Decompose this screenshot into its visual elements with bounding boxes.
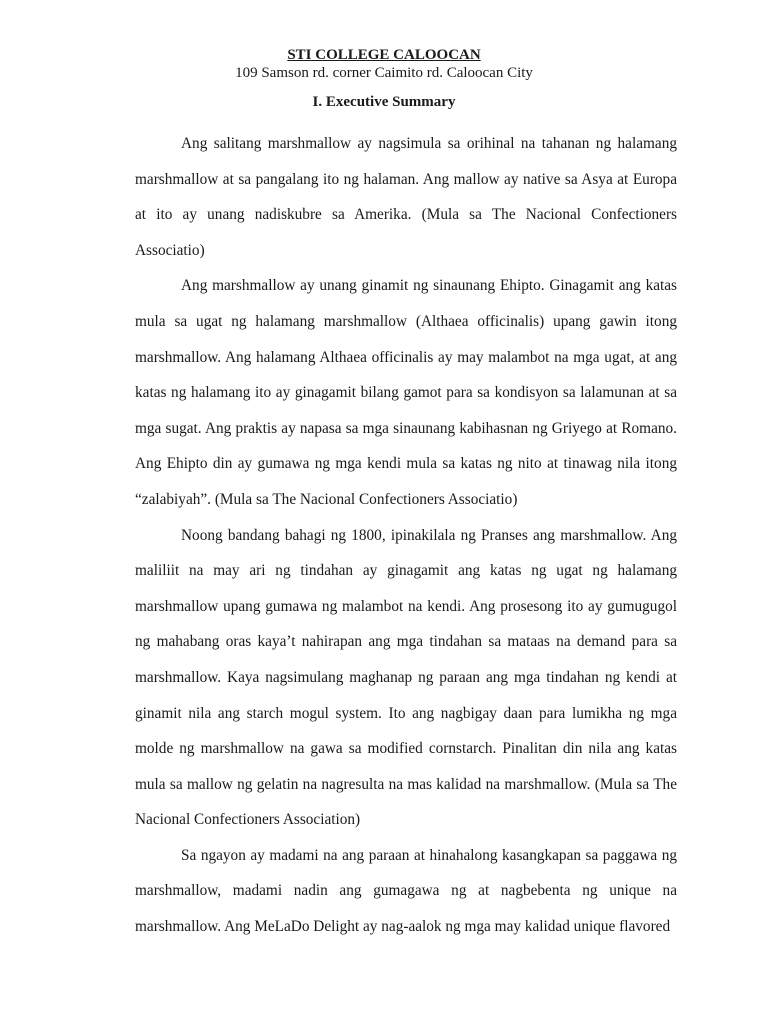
paragraph-2: Ang marshmallow ay unang ginamit ng sinaunang Ehipto. Ginagamit ang katas mula sa ugat ng halamang marshmallow (Althaea officinalis) upang gawin itong marshmallow. Ang halamang Althaea officinalis ay may malambot na mga ugat, at ang katas ng halamang ito ay ginagamit bilang gamot para sa kondisyon sa lalamunan at sa mga sugat. Ang praktis ay napasa sa mga sinaunang kabihasnan ng Griyego at Romano. Ang Ehipto din ay gumawa ng mga kendi mula sa katas ng nito at tinawag nila itong “zalabiyah”. (Mula sa The Nacional Confectioners Associatio)	[135, 277, 677, 508]
body-text	[135, 126, 677, 945]
section-title: I. Executive Summary	[312, 94, 456, 110]
school-name: STI COLLEGE CALOOCAN	[287, 47, 481, 63]
paragraph-3: Noong bandang bahagi ng 1800, ipinakilala ng Pranses ang marshmallow. Ang maliliit na may ari ng tindahan ay ginagamit ang katas ng ugat ng halamang marshmallow upang gumawa ng malambot na kendi. Ang prosesong ito ay gumugugol ng mahabang oras kaya’t nahirapan ang mga tindahan sa mataas na demand para sa marshmallow. Kaya nagsimulang maghanap ng paraan ang mga tindahan ng kendi at ginamit nila ang starch mogul system. Ito ang nagbigay daan para lumikha ng mga molde ng marshmallow na gawa sa modified cornstarch. Pinalitan din nila ang katas mula sa mallow ng gelatin na nagresulta na mas kalidad na marshmallow. (Mula sa The Nacional Confectioners Association)	[135, 526, 677, 829]
paragraph-1: Ang salitang marshmallow ay nagsimula sa orihinal na tahanan ng halamang marshmallow at sa pangalang ito ng halaman. Ang mallow ay native sa Asya at Europa at ito ay unang nadiskubre sa Amerika. (Mula sa The Nacional Confectioners Associatio)	[135, 135, 677, 259]
school-address: 109 Samson rd. corner Caimito rd. Caloocan City	[235, 65, 533, 81]
paragraph-4: Sa ngayon ay madami na ang paraan at hinahalong kasangkapan sa paggawa ng marshmallow, madami nadin ang gumagawa ng at nagbebenta ng unique na marshmallow. Ang MeLaDo Delight ay nag-aalok ng mga may kalidad unique flavored	[135, 846, 677, 936]
